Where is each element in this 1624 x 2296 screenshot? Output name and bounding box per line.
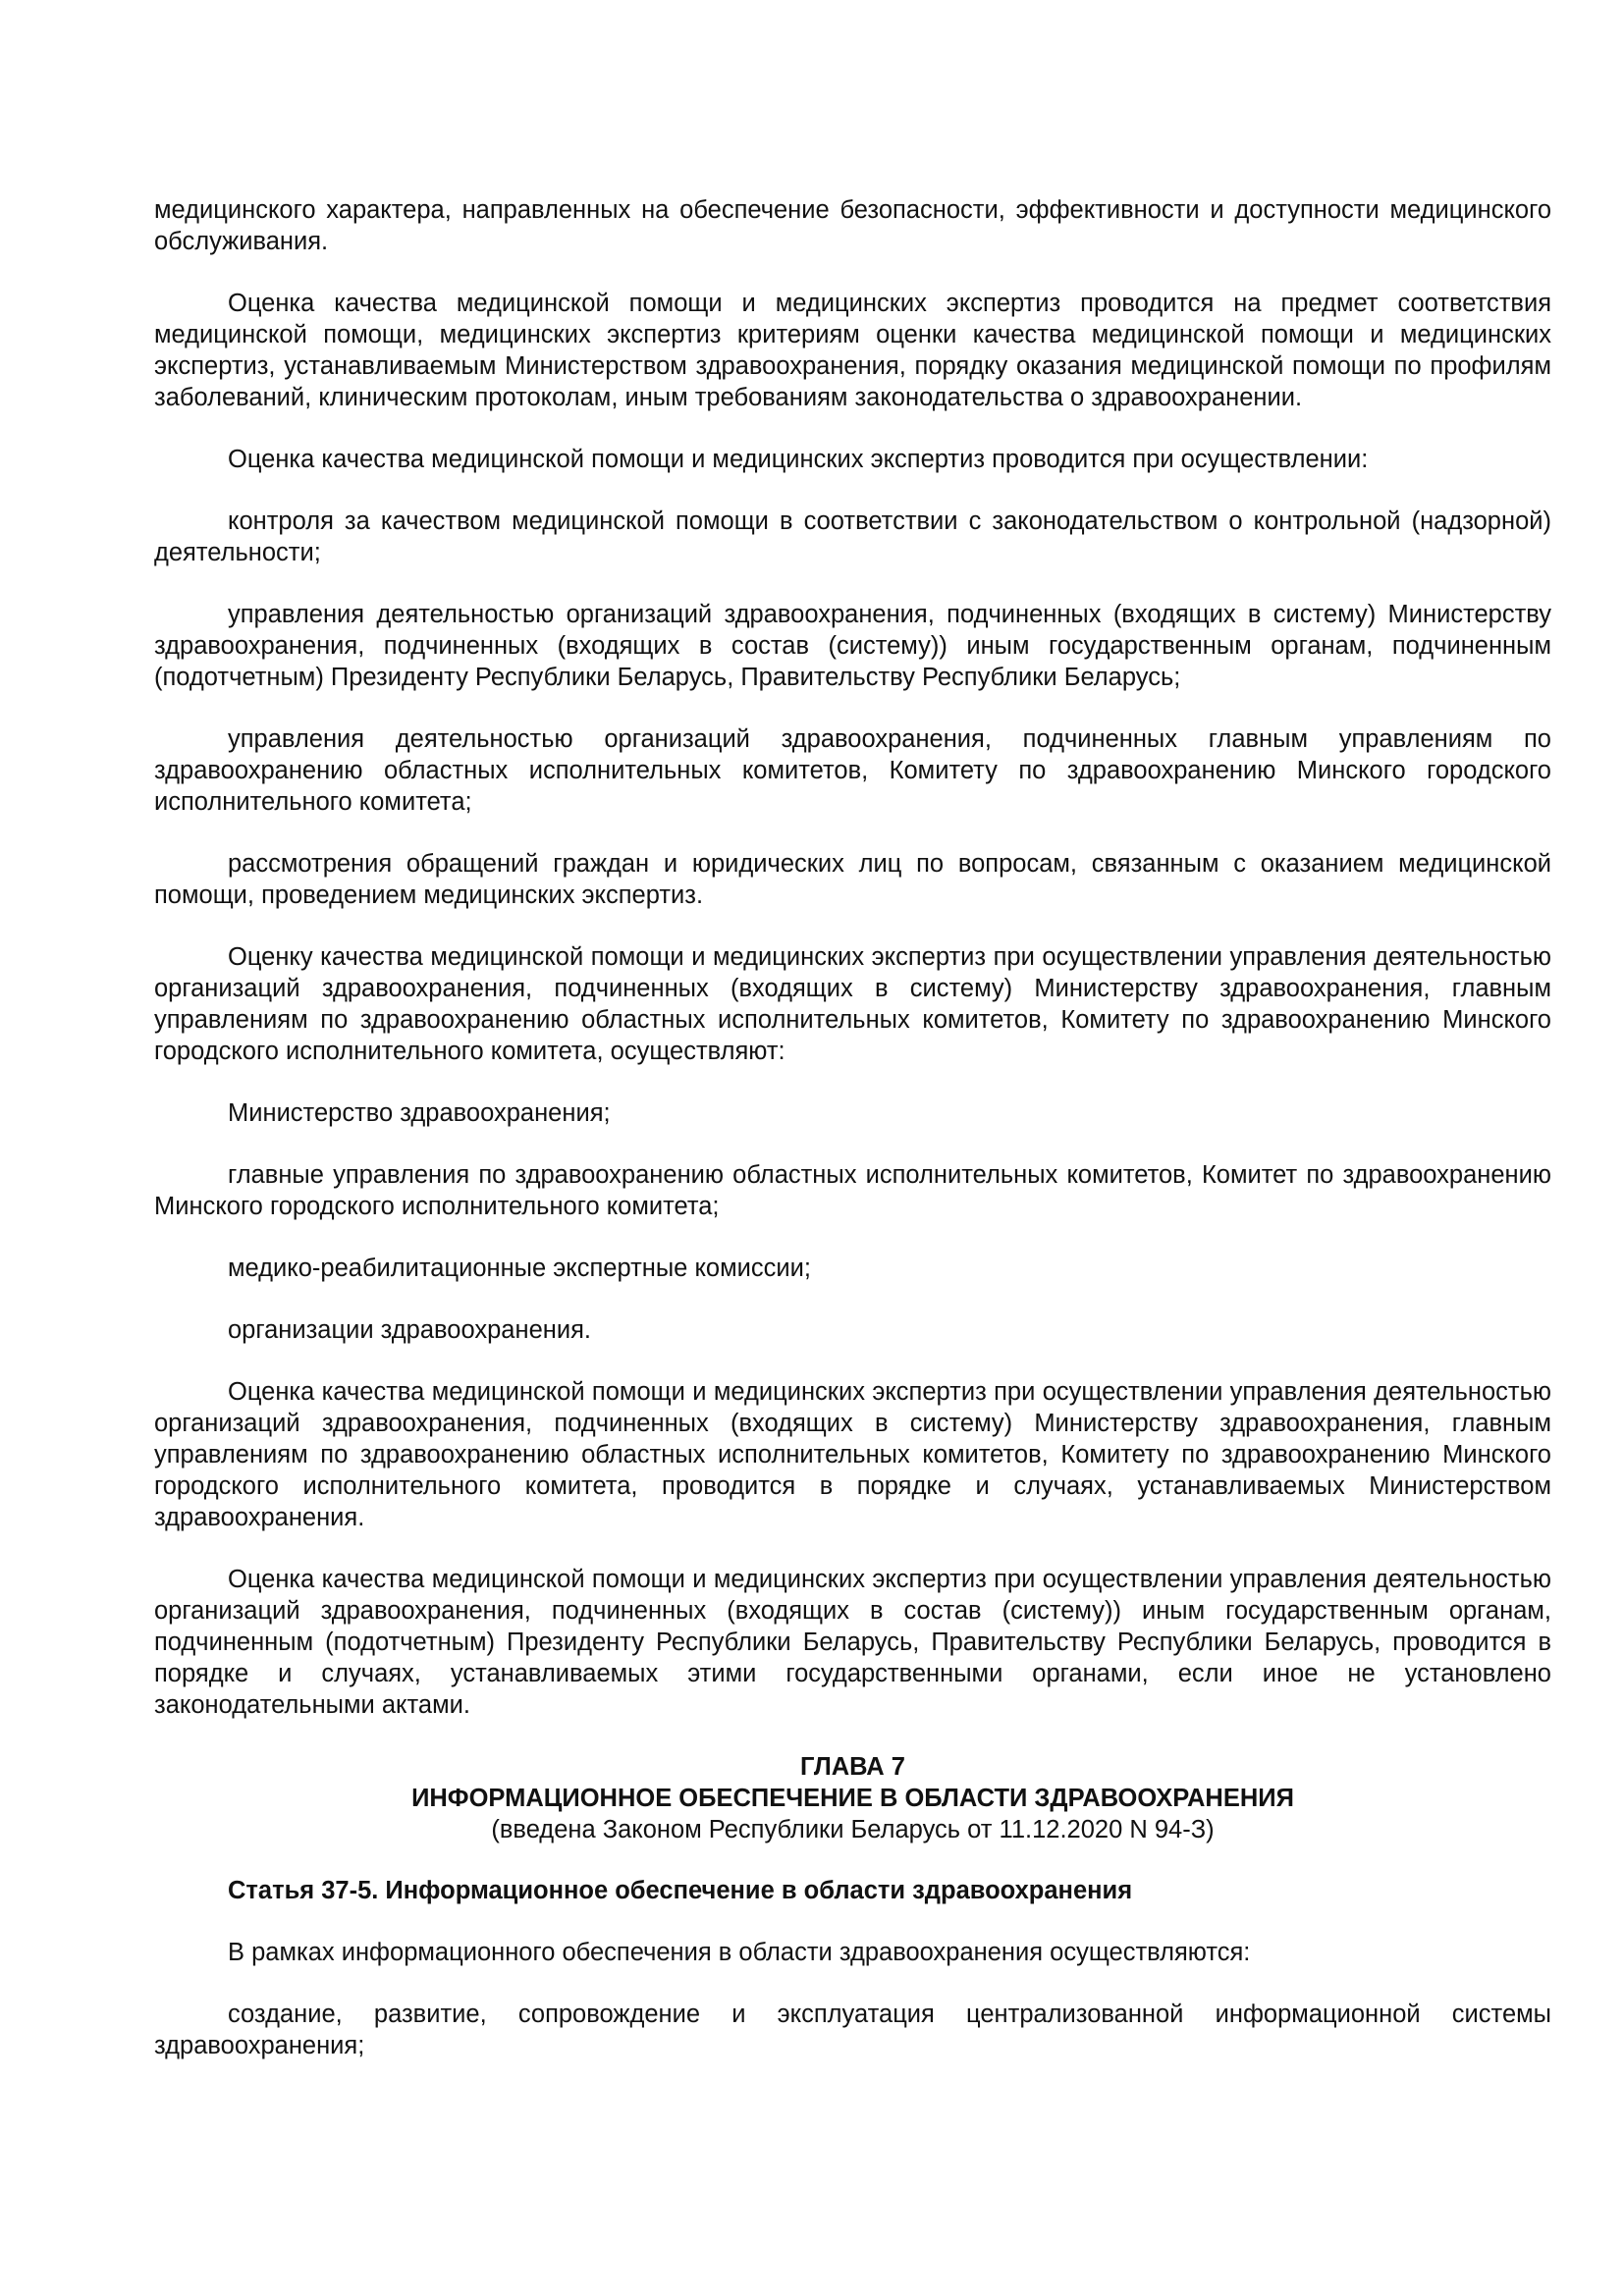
paragraph-appeals: рассмотрения обращений граждан и юридических лиц по вопросам, связанным с оказанием медицинской помощи, проведением медицинских экспертиз. xyxy=(154,850,1551,909)
paragraph-control: контроля за качеством медицинской помощи в соответствии с законодательством о контрольной (надзорной) деятельности; xyxy=(154,507,1551,566)
paragraph-quality-assessment-when: Оценка качества медицинской помощи и медицинских экспертиз проводится при осуществлении: xyxy=(228,446,1369,473)
paragraph-who-performs: Оценку качества медицинской помощи и медицинских экспертиз при осуществлении управления деятельностью организаций здравоохранения, подчиненных (входящих в систему) Министерству здравоохранения, главным управлениям по здравоохранению областных исполнительных комитетов, Комитету по здравоохранению Минского городского исполнительного комитета, осуществляют: xyxy=(154,943,1551,1065)
list-item-main-departments: главные управления по здравоохранению областных исполнительных комитетов, Комитет по здравоохранению Минского городского исполнительного комитета; xyxy=(154,1161,1551,1220)
paragraph-quality-assessment-subject: Оценка качества медицинской помощи и медицинских экспертиз проводится на предмет соответствия медицинской помощи, медицинских экспертиз критериям оценки качества медицинской помощи и медицинских экспертиз, устанавливаемым Министерством здравоохранения, порядку оказания медицинской помощи по профилям заболеваний, клиническим протоколам, иным требованиям законодательства о здравоохранении. xyxy=(154,290,1551,411)
paragraph-management-regional: управления деятельностью организаций здравоохранения, подчиненных главным управлениям по здравоохранению областных исполнительных комитетов, Комитету по здравоохранению Минского городского исполнительного комитета; xyxy=(154,725,1551,816)
chapter-title: ИНФОРМАЦИОННОЕ ОБЕСПЕЧЕНИЕ В ОБЛАСТИ ЗДРАВООХРАНЕНИЯ xyxy=(411,1785,1294,1812)
paragraph-management-ministry: управления деятельностью организаций здравоохранения, подчиненных (входящих в систему) Министерству здравоохранения, подчиненных (входящих в состав (систему)) иным государственным органам, подчиненным (подотчетным) Президенту Республики Беларусь, Правительству Республики Беларусь; xyxy=(154,601,1551,691)
chapter-heading xyxy=(154,1751,1551,1845)
document-page xyxy=(154,194,1551,2092)
chapter-number: ГЛАВА 7 xyxy=(800,1753,905,1781)
paragraph-procedure-ministry: Оценка качества медицинской помощи и медицинских экспертиз при осуществлении управления деятельностью организаций здравоохранения, подчиненных (входящих в систему) Министерству здравоохранения, главным управлениям по здравоохранению областных исполнительных комитетов, Комитету по здравоохранению Минского городского исполнительного комитета, проводится в порядке и случаях, устанавливаемых Министерством здравоохранения. xyxy=(154,1378,1551,1531)
paragraph-procedure-other-bodies: Оценка качества медицинской помощи и медицинских экспертиз при осуществлении управления деятельностью организаций здравоохранения, подчиненных (входящих в состав (систему)) иным государственным органам, подчиненным (подотчетным) Президенту Республики Беларусь, Правительству Республики Беларусь, проводится в порядке и случаях, устанавливаемых этими государственными органами, если иное не установлено законодательными актами. xyxy=(154,1566,1551,1719)
article-heading: Статья 37-5. Информационное обеспечение в области здравоохранения xyxy=(228,1877,1133,1904)
chapter-note: (введена Законом Республики Беларусь от 11.12.2020 N 94-З) xyxy=(491,1816,1215,1843)
list-item-organizations: организации здравоохранения. xyxy=(228,1316,591,1344)
paragraph-info-provision: В рамках информационного обеспечения в области здравоохранения осуществляются: xyxy=(228,1939,1251,1966)
list-item-ministry: Министерство здравоохранения; xyxy=(228,1099,611,1127)
list-item-commissions: медико-реабилитационные экспертные комиссии; xyxy=(228,1255,811,1282)
paragraph-continuation: медицинского характера, направленных на обеспечение безопасности, эффективности и доступности медицинского обслуживания. xyxy=(154,196,1551,255)
paragraph-info-system: создание, развитие, сопровождение и эксплуатация централизованной информационной системы здравоохранения; xyxy=(154,2001,1551,2059)
